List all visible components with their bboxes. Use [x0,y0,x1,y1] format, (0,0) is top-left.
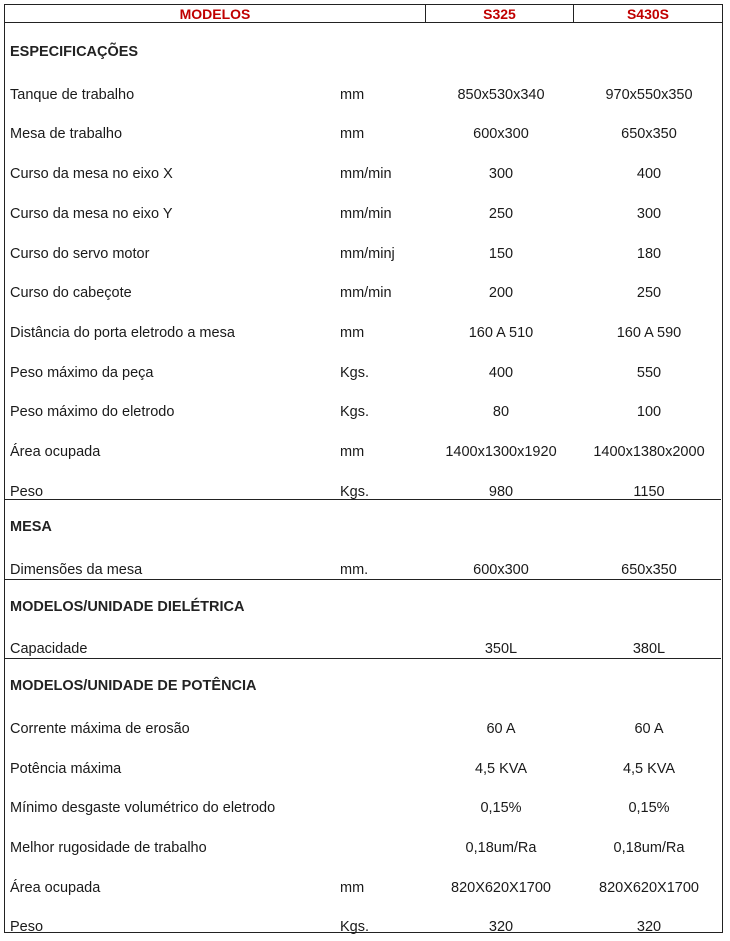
section-title: ESPECIFICAÇÕES [10,44,139,60]
value-s430s: 180 [636,245,662,262]
spec-unit: Kgs. [340,364,370,381]
spec-row [5,798,721,818]
value-s325: 850x530x340 [457,86,545,103]
spec-label: Distância do porta eletrodo a mesa [10,324,235,341]
spec-label: Tanque de trabalho [10,86,135,103]
specs-table [4,4,723,936]
spec-label: Curso da mesa no eixo X [10,166,173,183]
value-s325: 980 [488,483,514,500]
spec-unit: mm [340,86,365,103]
spec-unit: mm/min [340,285,392,302]
spec-unit: mm/min [340,205,392,222]
value-s325: 300 [488,166,514,183]
spec-label: Área ocupada [10,444,101,460]
spec-unit: Kgs. [340,404,370,421]
spec-label: Potência máxima [10,760,122,777]
spec-row [5,759,721,779]
value-s325: 250 [488,205,514,222]
spec-label: Curso do cabeçote [10,285,132,302]
spec-unit: mm/min [340,166,392,183]
spec-unit: Kgs. [340,483,370,500]
section [5,579,721,659]
spec-row [5,719,721,739]
spec-row [5,204,721,224]
value-s325: 400 [488,364,514,381]
value-s325: 60 A [486,720,516,737]
value-s325: 320 [488,919,514,936]
spec-row [5,363,721,383]
spec-label: Mesa de trabalho [10,126,123,143]
spec-unit: Kgs. [340,919,370,936]
header-models: MODELOS [5,5,426,23]
value-s430s: 400 [636,166,662,183]
value-s430s: 0,15% [628,800,670,817]
spec-row [5,878,721,898]
section-title: MODELOS/UNIDADE DIELÉTRICA [10,598,245,615]
value-s430s: 1400x1380x2000 [593,444,705,460]
value-s430s: 320 [636,919,662,936]
spec-row [5,164,721,184]
spec-label: Peso [10,919,44,936]
value-s430s: 160 A 590 [616,324,682,341]
value-s325: 600x300 [473,562,529,579]
spec-label: Corrente máxima de erosão [10,720,190,737]
spec-row [5,244,721,264]
value-s325: 0,15% [480,800,522,817]
spec-unit: mm [340,126,365,143]
value-s430s: 1150 [633,483,665,500]
section-title: MODELOS/UNIDADE DE POTÊNCIA [10,678,257,695]
value-s325: 820X620X1700 [451,879,551,896]
spec-row [5,639,721,659]
spec-label: Área ocupada [10,879,101,896]
spec-row [5,124,721,144]
value-s325: 200 [488,285,514,302]
value-s430s: 820X620X1700 [599,879,699,896]
spec-row [5,442,721,462]
section-title: MESA [10,519,52,536]
value-s430s: 60 A [634,720,664,737]
value-s430s: 100 [636,404,662,421]
spec-row [5,283,721,303]
value-s325: 4,5 KVA [474,760,528,777]
spec-row [5,917,721,937]
spec-label: Peso máximo da peça [10,364,154,381]
value-s325: 1400x1300x1920 [445,444,557,460]
spec-label: Mínimo desgaste volumétrico do eletrodo [10,800,276,817]
value-s430s: 650x350 [621,562,677,579]
spec-unit: mm [340,879,365,896]
spec-label: Capacidade [10,641,88,658]
spec-label: Curso do servo motor [10,245,150,262]
spec-label: Melhor rugosidade de trabalho [10,839,207,856]
spec-unit: mm. [340,562,369,579]
value-s325: 600x300 [473,126,529,143]
value-s430s: 380L [632,641,666,658]
value-s325: 80 [492,404,510,421]
section [5,23,721,499]
value-s430s: 650x350 [621,126,677,143]
header-s325: S325 [426,5,574,23]
spec-row [5,323,721,343]
spec-unit: mm [340,324,365,341]
value-s325: 0,18um/Ra [465,839,537,856]
spec-label: Peso máximo do eletrodo [10,404,175,421]
spec-label: Curso da mesa no eixo Y [10,205,173,222]
value-s325: 150 [488,245,514,262]
value-s430s: 4,5 KVA [622,760,676,777]
spec-row [5,85,721,105]
value-s430s: 250 [636,285,662,302]
spec-unit: mm/minj [340,245,395,262]
value-s430s: 0,18um/Ra [613,839,685,856]
value-s325: 350L [484,641,518,658]
section [5,658,721,937]
section [5,499,721,579]
value-s430s: 970x550x350 [605,86,693,103]
spec-label: Peso [10,483,44,500]
spec-row [5,402,721,422]
value-s430s: 550 [636,364,662,381]
value-s430s: 300 [636,205,662,222]
spec-unit: mm [340,444,365,460]
value-s325: 160 A 510 [468,324,534,341]
spec-row [5,560,721,580]
header-s430s: S430S [574,5,722,23]
spec-label: Dimensões da mesa [10,562,143,579]
spec-row [5,838,721,858]
